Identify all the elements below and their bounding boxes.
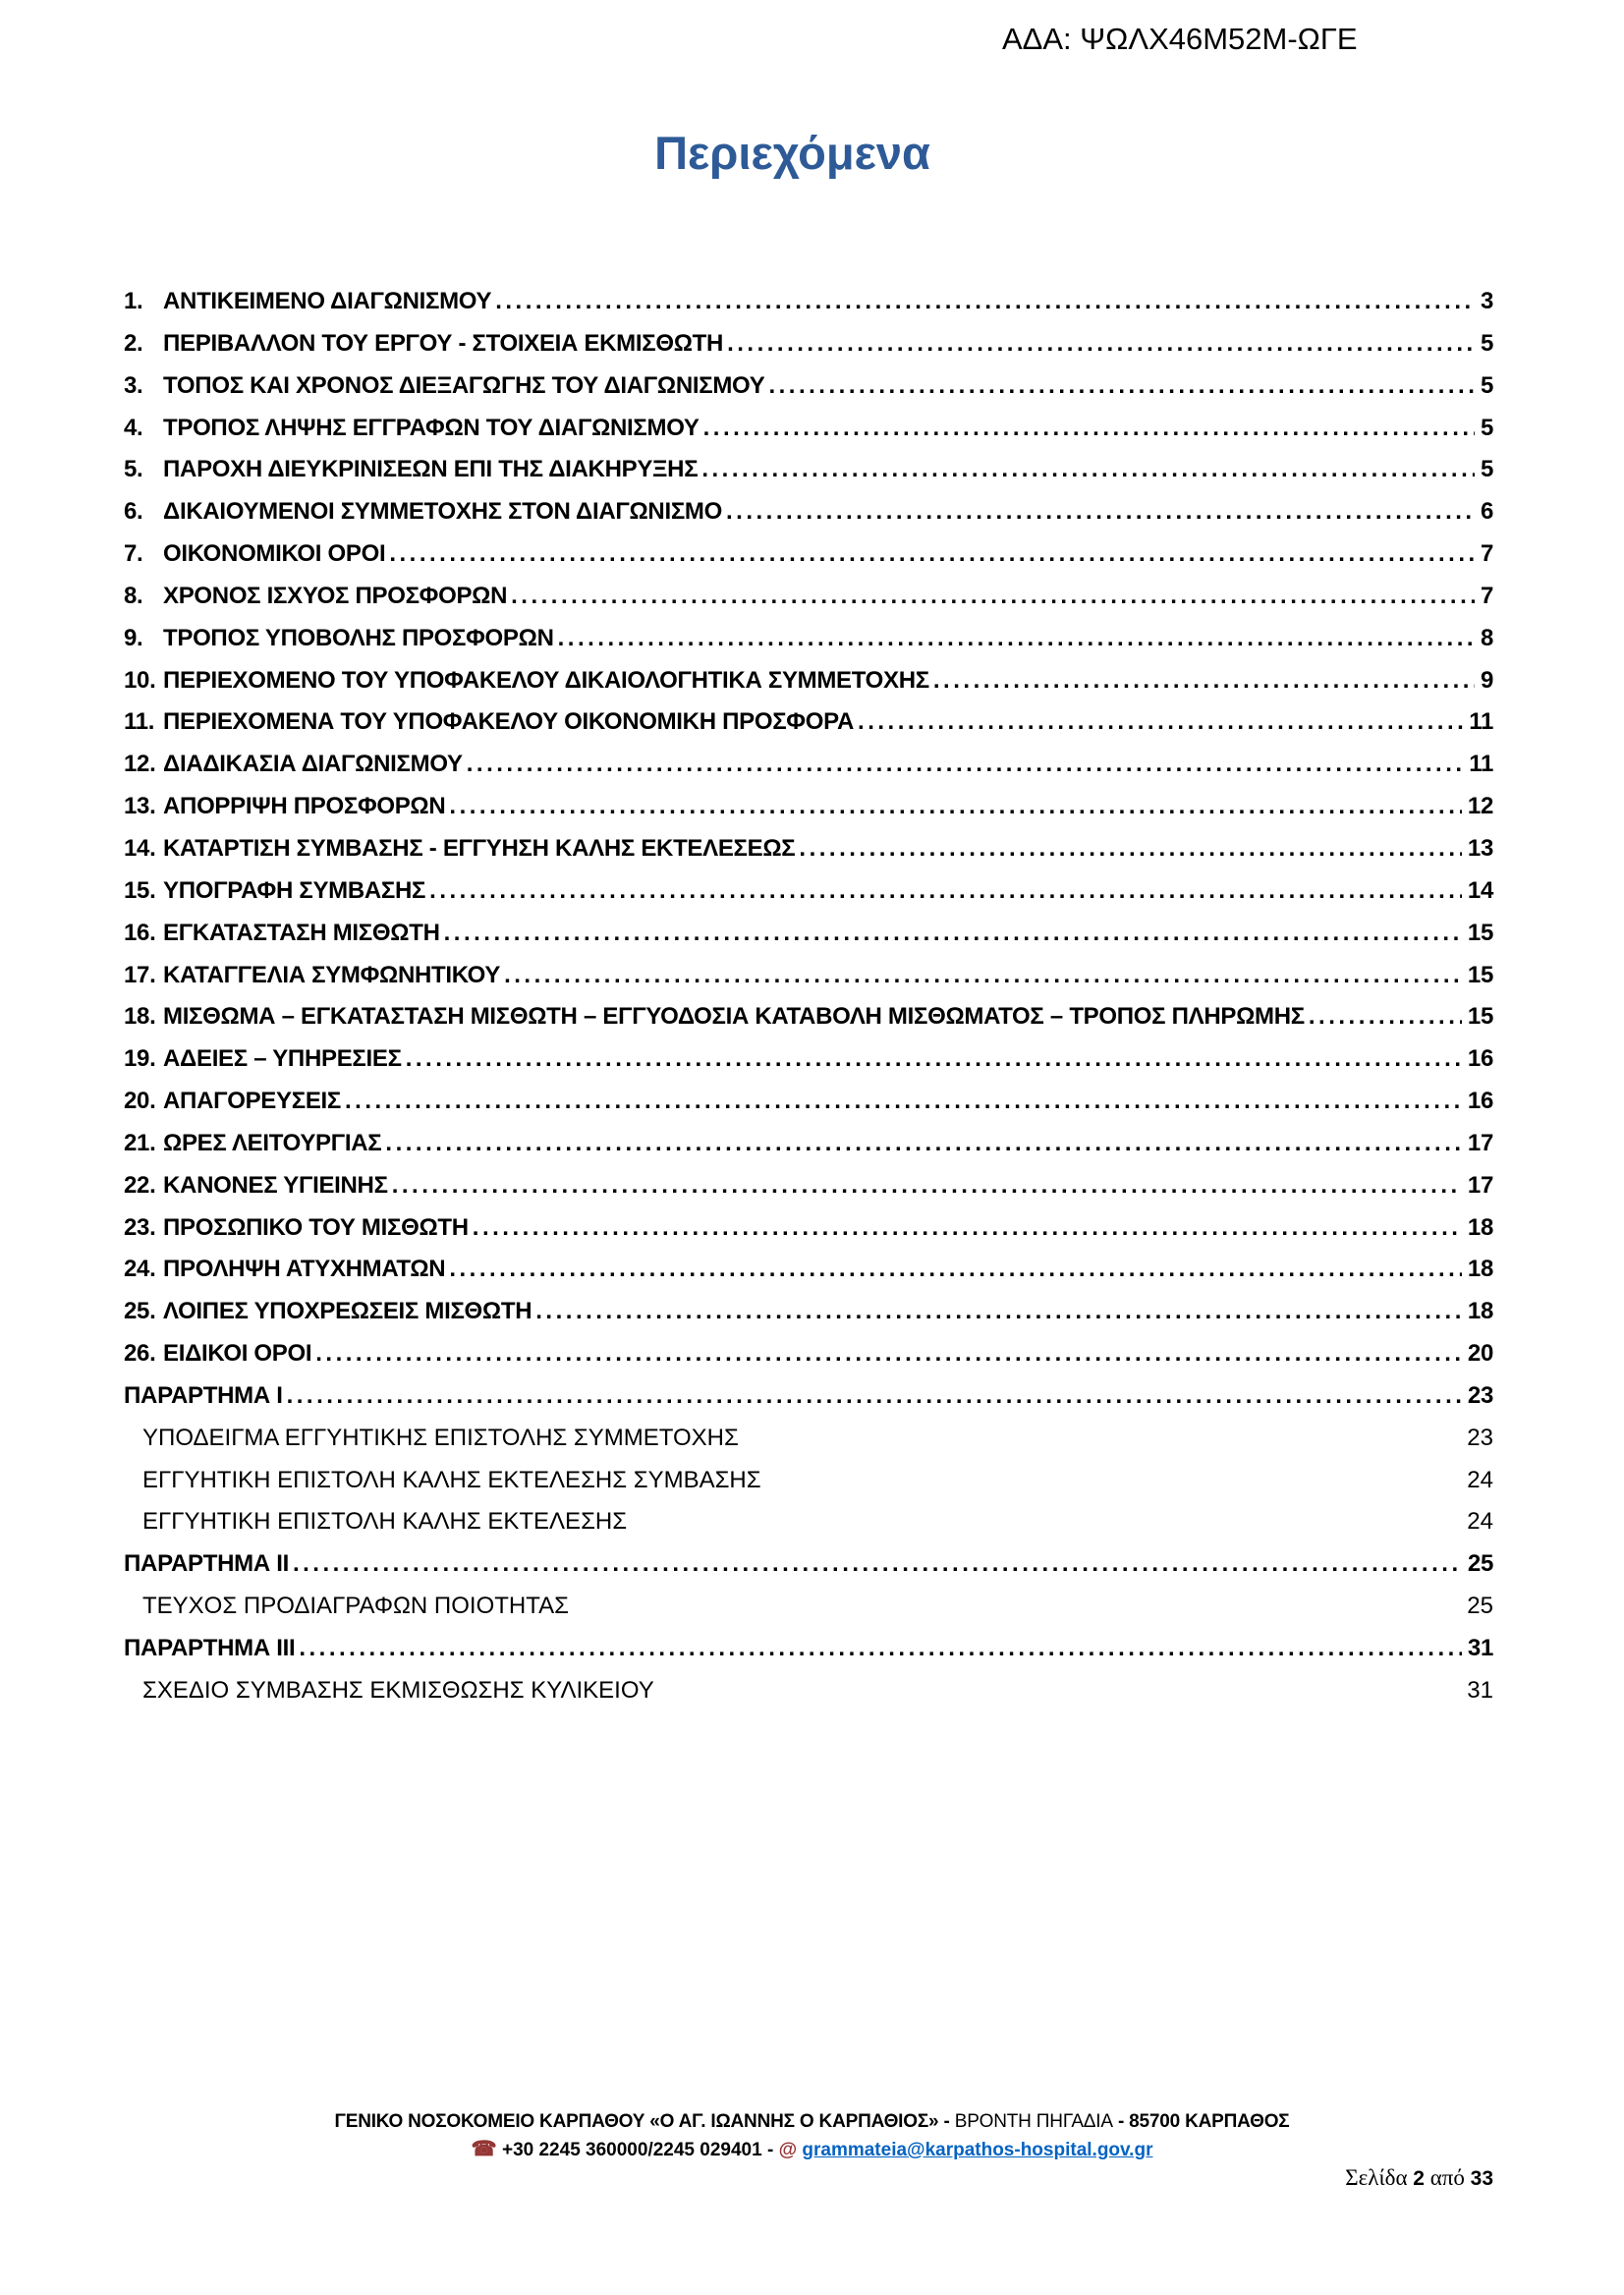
toc-entry-page: 24	[1467, 1508, 1493, 1536]
toc-entry[interactable]	[124, 955, 1493, 997]
toc-entry-page: 31	[1467, 1635, 1493, 1661]
toc-entry-label: ΚΑΤΑΓΓΕΛΙΑ ΣΥΜΦΩΝΗΤΙΚΟΥ	[163, 961, 501, 988]
table-of-contents	[124, 281, 1493, 1712]
toc-entry-page: 15	[1467, 919, 1493, 946]
dot-leader	[425, 870, 1462, 913]
toc-entry-number: 15.	[124, 876, 156, 904]
toc-entry-number: 11.	[124, 708, 155, 736]
dot-leader	[469, 1207, 1462, 1250]
dot-leader	[507, 576, 1475, 618]
toc-entry-label: ΔΙΑΔΙΚΑΣΙΑ ΔΙΑΓΩΝΙΣΜΟΥ	[163, 751, 463, 778]
dot-leader	[440, 913, 1462, 955]
toc-entry-page: 15	[1467, 961, 1493, 988]
toc-entry[interactable]	[124, 1543, 1493, 1586]
toc-entry-number: 25.	[124, 1298, 156, 1325]
dot-leader	[1305, 996, 1462, 1038]
toc-entry[interactable]	[124, 744, 1493, 786]
toc-entry-page: 18	[1467, 1298, 1493, 1325]
toc-entry-number: 9.	[124, 624, 143, 651]
dot-leader	[381, 1123, 1461, 1165]
toc-entry-number: 6.	[124, 498, 143, 526]
dot-leader	[722, 491, 1475, 533]
toc-entry-number: 24.	[124, 1256, 156, 1283]
toc-entry-number: 19.	[124, 1045, 156, 1073]
toc-entry-number: 16.	[124, 919, 156, 946]
toc-entry-label: ΑΔΕΙΕΣ – ΥΠΗΡΕΣΙΕΣ	[163, 1045, 402, 1073]
page-word: Σελίδα	[1345, 2165, 1414, 2190]
toc-entry-page: 24	[1467, 1466, 1493, 1493]
toc-entry[interactable]	[124, 1207, 1493, 1250]
dot-leader	[445, 1249, 1462, 1291]
toc-entry-label: ΕΙΔΙΚΟΙ ΟΡΟΙ	[163, 1340, 312, 1368]
toc-entry-page: 12	[1467, 793, 1493, 820]
toc-entry-number: 3.	[124, 371, 143, 399]
toc-entry-label: ΠΑΡΑΡΤΗΜΑ ΙΙΙ	[124, 1635, 296, 1661]
toc-entry-page: 5	[1480, 371, 1493, 399]
dot-leader	[698, 449, 1475, 491]
toc-entry-number: 14.	[124, 834, 156, 862]
toc-entry-label: ΥΠΟΓΡΑΦΗ ΣΥΜΒΑΣΗΣ	[163, 876, 426, 904]
toc-entry-page: 16	[1467, 1045, 1493, 1073]
page-current: 2	[1413, 2167, 1425, 2190]
toc-entry-page: 20	[1467, 1340, 1493, 1368]
toc-entry[interactable]	[124, 1165, 1493, 1207]
footer-email-link[interactable]: grammateia@karpathos-hospital.gov.gr	[802, 2140, 1153, 2160]
toc-entry-label: ΑΠΑΓΟΡΕΥΣΕΙΣ	[163, 1088, 341, 1115]
toc-entry[interactable]	[124, 281, 1493, 323]
toc-entry-number: 22.	[124, 1171, 156, 1199]
toc-entry-label: ΤΕΥΧΟΣ ΠΡΟΔΙΑΓΡΑΦΩΝ ΠΟΙΟΤΗΤΑΣ	[142, 1593, 569, 1620]
toc-entry-label: ΤΟΠΟΣ ΚΑΙ ΧΡΟΝΟΣ ΔΙΕΞΑΓΩΓΗΣ ΤΟΥ ΔΙΑΓΩΝΙΣΜΟΥ	[163, 371, 765, 399]
toc-entry-label: ΤΡΟΠΟΣ ΥΠΟΒΟΛΗΣ ΠΡΟΣΦΟΡΩΝ	[163, 624, 554, 651]
toc-entry[interactable]	[124, 408, 1493, 450]
toc-entry-page: 11	[1469, 751, 1493, 778]
toc-entry-page: 17	[1467, 1129, 1493, 1156]
toc-entry[interactable]	[124, 1081, 1493, 1123]
toc-entry[interactable]	[124, 701, 1493, 744]
toc-entry-label: ΠΡΟΣΩΠΙΚΟ ΤΟΥ ΜΙΣΘΩΤΗ	[163, 1213, 469, 1241]
toc-entry-label: ΠΑΡΑΡΤΗΜΑ Ι	[124, 1381, 283, 1409]
toc-entry-page: 23	[1467, 1424, 1493, 1451]
toc-entry-page: 7	[1480, 540, 1493, 568]
dot-leader	[402, 1038, 1462, 1081]
toc-entry[interactable]	[124, 996, 1493, 1038]
toc-entry-label: ΩΡΕΣ ΛΕΙΤΟΥΡΓΙΑΣ	[163, 1129, 382, 1156]
toc-entry-label: ΚΑΤΑΡΤΙΣΗ ΣΥΜΒΑΣΗΣ - ΕΓΓΥΗΣΗ ΚΑΛΗΣ ΕΚΤΕΛΕΣΕΩΣ	[163, 834, 796, 862]
toc-entry-label: ΔΙΚΑΙΟΥΜΕΝΟΙ ΣΥΜΜΕΤΟΧΗΣ ΣΤΟΝ ΔΙΑΓΩΝΙΣΜΟ	[163, 498, 722, 526]
toc-entry[interactable]	[124, 1418, 1493, 1460]
toc-entry-page: 6	[1480, 498, 1493, 526]
toc-entry-label: ΠΑΡΟΧΗ ΔΙΕΥΚΡΙΝΙΣΕΩΝ ΕΠΙ ΤΗΣ ΔΙΑΚΗΡΥΞΗΣ	[163, 456, 699, 483]
toc-entry-label: ΜΙΣΘΩΜΑ – ΕΓΚΑΤΑΣΤΑΣΗ ΜΙΣΘΩΤΗ – ΕΓΓΥΟΔΟΣΙΑ ΚΑΤΑΒΟΛΗ ΜΙΣΘΩΜΑΤΟΣ – ΤΡΟΠΟΣ ΠΛΗΡΩΜΗΣ	[163, 1003, 1305, 1031]
toc-entry[interactable]	[124, 1333, 1493, 1375]
toc-entry[interactable]	[124, 1670, 1493, 1712]
dot-leader	[491, 281, 1475, 323]
toc-entry[interactable]	[124, 1123, 1493, 1165]
page-title: Περιεχόμενα	[654, 127, 930, 179]
dot-leader	[311, 1333, 1462, 1375]
toc-entry-label: ΕΓΓΥΗΤΙΚΗ ΕΠΙΣΤΟΛΗ ΚΑΛΗΣ ΕΚΤΕΛΕΣΗΣ ΣΥΜΒΑΣΗΣ	[142, 1466, 761, 1493]
toc-entry-number: 10.	[124, 666, 156, 694]
toc-entry[interactable]	[124, 323, 1493, 365]
toc-entry[interactable]	[124, 1501, 1493, 1543]
dot-leader	[532, 1291, 1462, 1333]
toc-entry-page: 16	[1467, 1088, 1493, 1115]
of-word: από	[1424, 2165, 1471, 2190]
toc-entry-number: 2.	[124, 329, 143, 357]
toc-entry-label: ΑΝΤΙΚΕΙΜΕΝΟ ΔΙΑΓΩΝΙΣΜΟΥ	[163, 288, 492, 314]
dot-leader	[283, 1375, 1462, 1418]
toc-entry-page: 25	[1467, 1593, 1493, 1620]
toc-entry[interactable]	[124, 1291, 1493, 1333]
toc-entry-page: 17	[1467, 1171, 1493, 1199]
footer-org-name: ΓΕΝΙΚΟ ΝΟΣΟΚΟΜΕΙΟ ΚΑΡΠΑΘΟΥ «Ο ΑΓ. ΙΩΑΝΝΗΣ Ο ΚΑΡΠΑΘΙΟΣ»	[334, 2111, 939, 2132]
toc-entry-label: ΠΡΟΛΗΨΗ ΑΤΥΧΗΜΑΤΩΝ	[163, 1256, 446, 1283]
toc-entry-number: 4.	[124, 414, 143, 441]
toc-entry-label: ΚΑΝΟΝΕΣ ΥΓΙΕΙΝΗΣ	[163, 1171, 388, 1199]
page-total: 33	[1470, 2167, 1493, 2190]
dot-leader	[295, 1628, 1462, 1670]
footer-contact-line	[0, 2136, 1624, 2163]
toc-entry-page: 15	[1467, 1003, 1493, 1031]
dot-leader	[388, 1165, 1462, 1207]
toc-entry-number: 21.	[124, 1129, 156, 1156]
toc-entry[interactable]	[124, 660, 1493, 702]
toc-entry-page: 31	[1467, 1676, 1493, 1704]
dot-leader	[854, 701, 1463, 744]
footer-org-line	[0, 2108, 1624, 2135]
toc-entry-number: 17.	[124, 961, 156, 988]
toc-entry[interactable]	[124, 533, 1493, 576]
page-indicator	[1345, 2165, 1493, 2191]
toc-entry[interactable]	[124, 1586, 1493, 1628]
toc-entry[interactable]	[124, 365, 1493, 408]
toc-entry[interactable]	[124, 576, 1493, 618]
toc-entry-page: 23	[1467, 1381, 1493, 1409]
footer-phone: +30 2245 360000/2245 029401 -	[501, 2140, 779, 2160]
dot-leader	[929, 660, 1475, 702]
dot-leader	[764, 365, 1474, 408]
dot-leader	[341, 1081, 1462, 1123]
toc-entry-page: 5	[1480, 414, 1493, 441]
toc-entry-page: 18	[1467, 1213, 1493, 1241]
footer-postal: 85700 ΚΑΡΠΑΘΟΣ	[1129, 2111, 1290, 2132]
page-footer	[0, 2108, 1624, 2163]
dot-leader	[500, 955, 1462, 997]
toc-entry-number: 7.	[124, 540, 143, 568]
toc-entry-label: ΕΓΚΑΤΑΣΤΑΣΗ ΜΙΣΘΩΤΗ	[163, 919, 440, 946]
toc-entry[interactable]	[124, 1375, 1493, 1418]
toc-entry-page: 5	[1480, 456, 1493, 483]
toc-entry-label: ΟΙΚΟΝΟΜΙΚΟΙ ΟΡΟΙ	[163, 540, 386, 568]
dot-leader	[700, 408, 1475, 450]
toc-entry[interactable]	[124, 786, 1493, 828]
toc-entry[interactable]	[124, 449, 1493, 491]
toc-entry-number: 12.	[124, 751, 156, 778]
ada-number: ΑΔΑ: ΨΩΛΧ46Μ52Μ-ΩΓΕ	[1002, 22, 1358, 56]
toc-entry-page: 5	[1480, 329, 1493, 357]
toc-entry-label: ΧΡΟΝΟΣ ΙΣΧΥΟΣ ΠΡΟΣΦΟΡΩΝ	[163, 582, 508, 609]
toc-entry-page: 3	[1480, 288, 1493, 314]
toc-entry-label: ΠΕΡΙΕΧΟΜΕΝΟ ΤΟΥ ΥΠΟΦΑΚΕΛΟΥ ΔΙΚΑΙΟΛΟΓΗΤΙΚΑ ΣΥΜΜΕΤΟΧΗΣ	[163, 666, 929, 694]
toc-entry-label: ΠΕΡΙΒΑΛΛΟΝ ΤΟΥ ΕΡΓΟΥ - ΣΤΟΙΧΕΙΑ ΕΚΜΙΣΘΩΤΗ	[163, 329, 724, 357]
at-icon: @	[778, 2140, 803, 2160]
footer-separator: -	[938, 2111, 955, 2132]
dot-leader	[795, 828, 1461, 870]
dot-leader	[385, 533, 1475, 576]
toc-entry-page: 14	[1467, 876, 1493, 904]
toc-entry[interactable]	[124, 828, 1493, 870]
toc-entry[interactable]	[124, 870, 1493, 913]
toc-entry-label: ΠΕΡΙΕΧΟΜΕΝΑ ΤΟΥ ΥΠΟΦΑΚΕΛΟΥ ΟΙΚΟΝΟΜΙΚΗ ΠΡΟΣΦΟΡΑ	[163, 708, 855, 736]
toc-entry[interactable]	[124, 913, 1493, 955]
toc-entry[interactable]	[124, 618, 1493, 660]
toc-entry-page: 9	[1480, 666, 1493, 694]
toc-entry-number: 20.	[124, 1088, 156, 1115]
toc-entry-label: ΛΟΙΠΕΣ ΥΠΟΧΡΕΩΣΕΙΣ ΜΙΣΘΩΤΗ	[163, 1298, 532, 1325]
toc-entry[interactable]	[124, 491, 1493, 533]
toc-entry-page: 18	[1467, 1256, 1493, 1283]
toc-entry-number: 18.	[124, 1003, 156, 1031]
dot-leader	[723, 323, 1475, 365]
toc-entry-page: 8	[1480, 624, 1493, 651]
dot-leader	[289, 1543, 1462, 1586]
toc-entry-label: ΥΠΟΔΕΙΓΜΑ ΕΓΓΥΗΤΙΚΗΣ ΕΠΙΣΤΟΛΗΣ ΣΥΜΜΕΤΟΧΗΣ	[142, 1424, 739, 1451]
toc-entry-number: 23.	[124, 1213, 156, 1241]
toc-entry-label: ΑΠΟΡΡΙΨΗ ΠΡΟΣΦΟΡΩΝ	[163, 793, 446, 820]
phone-icon: ☎	[471, 2138, 497, 2160]
toc-entry-number: 8.	[124, 582, 143, 609]
toc-entry[interactable]	[124, 1038, 1493, 1081]
toc-entry-label: ΠΑΡΑΡΤΗΜΑ ΙΙ	[124, 1550, 289, 1578]
toc-entry-label: ΕΓΓΥΗΤΙΚΗ ΕΠΙΣΤΟΛΗ ΚΑΛΗΣ ΕΚΤΕΛΕΣΗΣ	[142, 1508, 628, 1536]
toc-entry-page: 11	[1469, 708, 1493, 736]
toc-entry-number: 13.	[124, 793, 156, 820]
toc-entry-label: ΣΧΕΔΙΟ ΣΥΜΒΑΣΗΣ ΕΚΜΙΣΘΩΣΗΣ ΚΥΛΙΚΕΙΟΥ	[142, 1676, 654, 1704]
toc-entry-page: 7	[1480, 582, 1493, 609]
toc-entry[interactable]	[124, 1460, 1493, 1502]
toc-entry[interactable]	[124, 1628, 1493, 1670]
toc-entry-label: ΤΡΟΠΟΣ ΛΗΨΗΣ ΕΓΓΡΑΦΩΝ ΤΟΥ ΔΙΑΓΩΝΙΣΜΟΥ	[163, 414, 700, 441]
toc-entry-number: 1.	[124, 288, 143, 314]
footer-location: ΒΡΟΝΤΗ ΠΗΓΑΔΙΑ	[954, 2111, 1113, 2132]
dot-leader	[445, 786, 1461, 828]
footer-separator: -	[1112, 2111, 1130, 2132]
dot-leader	[554, 618, 1475, 660]
toc-entry-number: 5.	[124, 456, 143, 483]
toc-entry[interactable]	[124, 1249, 1493, 1291]
toc-entry-page: 25	[1467, 1550, 1493, 1578]
toc-entry-number: 26.	[124, 1340, 156, 1368]
toc-entry-page: 13	[1467, 834, 1493, 862]
dot-leader	[463, 744, 1463, 786]
